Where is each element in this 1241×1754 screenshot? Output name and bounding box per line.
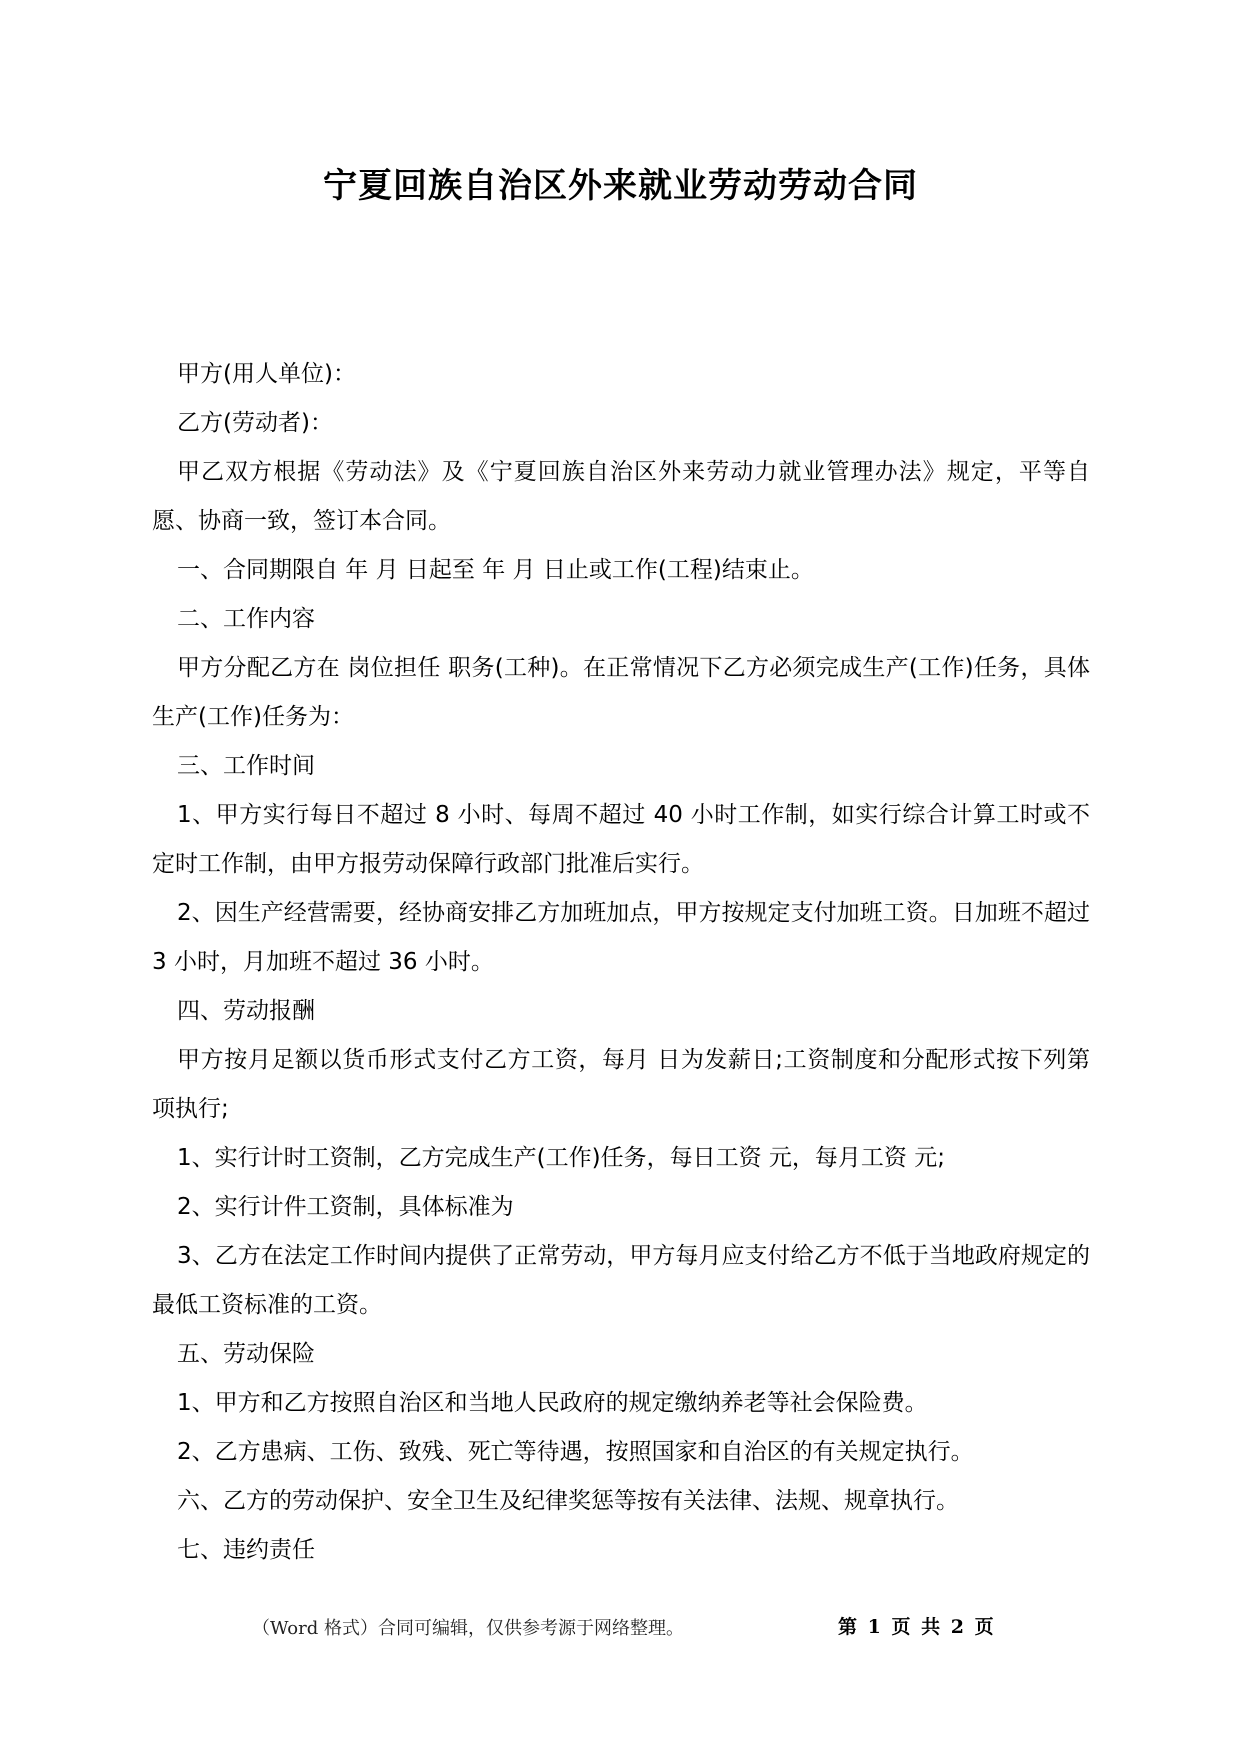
section-heading-remuneration: 四、劳动报酬 bbox=[177, 998, 315, 1024]
footer-note: （Word 格式）合同可编辑，仅供参考源于网络整理。 bbox=[252, 1618, 684, 1639]
paragraph-work-time-2: 2、因生产经营需要，经协商安排乙方加班加点，甲方按规定支付加班工资。日加班不超过 3 小时，月加班不超过 36 小时。 bbox=[152, 900, 1090, 975]
paragraph-party-b: 乙方(劳动者)： bbox=[177, 410, 333, 436]
paragraph-work-time-1: 1、甲方实行每日不超过 8 小时、每周不超过 40 小时工作制，如实行综合计算工时或不定时工作制，由甲方报劳动保障行政部门批准后实行。 bbox=[152, 802, 1090, 877]
paragraph-remuneration-2: 2、实行计件工资制，具体标准为 bbox=[177, 1194, 514, 1220]
section-labor-protection: 六、乙方的劳动保护、安全卫生及纪律奖惩等按有关法律、法规、规章执行。 bbox=[177, 1488, 959, 1514]
paragraph-preamble: 甲乙双方根据《劳动法》及《宁夏回族自治区外来劳动力就业管理办法》规定，平等自愿、协商一致，签订本合同。 bbox=[152, 459, 1090, 534]
page-label-mid: 页 共 bbox=[891, 1616, 943, 1638]
contract-body bbox=[152, 350, 1090, 1575]
paragraph-remuneration-1: 1、实行计时工资制，乙方完成生产(工作)任务，每日工资 元，每月工资 元; bbox=[177, 1145, 945, 1171]
page-footer bbox=[0, 1612, 1241, 1642]
page-label-prefix: 第 bbox=[838, 1616, 860, 1638]
paragraph-remuneration: 甲方按月足额以货币形式支付乙方工资，每月 日为发薪日;工资制度和分配形式按下列第 项执行; bbox=[152, 1047, 1090, 1122]
section-heading-liability: 七、违约责任 bbox=[177, 1537, 315, 1563]
section-heading-work-time: 三、工作时间 bbox=[177, 753, 315, 779]
paragraph-party-a: 甲方(用人单位)： bbox=[177, 361, 356, 387]
section-heading-work-content: 二、工作内容 bbox=[177, 606, 315, 632]
page-current: 1 bbox=[867, 1616, 883, 1638]
paragraph-work-content: 甲方分配乙方在 岗位担任 职务(工种)。在正常情况下乙方必须完成生产(工作)任务，具体生产(工作)任务为： bbox=[152, 655, 1090, 730]
section-heading-insurance: 五、劳动保险 bbox=[177, 1341, 315, 1367]
document-title: 宁夏回族自治区外来就业劳动劳动合同 bbox=[323, 166, 918, 206]
paragraph-insurance-2: 2、乙方患病、工伤、致残、死亡等待遇，按照国家和自治区的有关规定执行。 bbox=[177, 1439, 974, 1465]
paragraph-insurance-1: 1、甲方和乙方按照自治区和当地人民政府的规定缴纳养老等社会保险费。 bbox=[177, 1390, 928, 1416]
page-number bbox=[838, 1612, 996, 1639]
paragraph-remuneration-3: 3、乙方在法定工作时间内提供了正常劳动，甲方每月应支付给乙方不低于当地政府规定的最低工资标准的工资。 bbox=[152, 1243, 1090, 1318]
section-contract-term: 一、合同期限自 年 月 日起至 年 月 日止或工作(工程)结束止。 bbox=[177, 557, 814, 583]
page-label-suffix: 页 bbox=[974, 1616, 996, 1638]
page-total: 2 bbox=[950, 1616, 966, 1638]
